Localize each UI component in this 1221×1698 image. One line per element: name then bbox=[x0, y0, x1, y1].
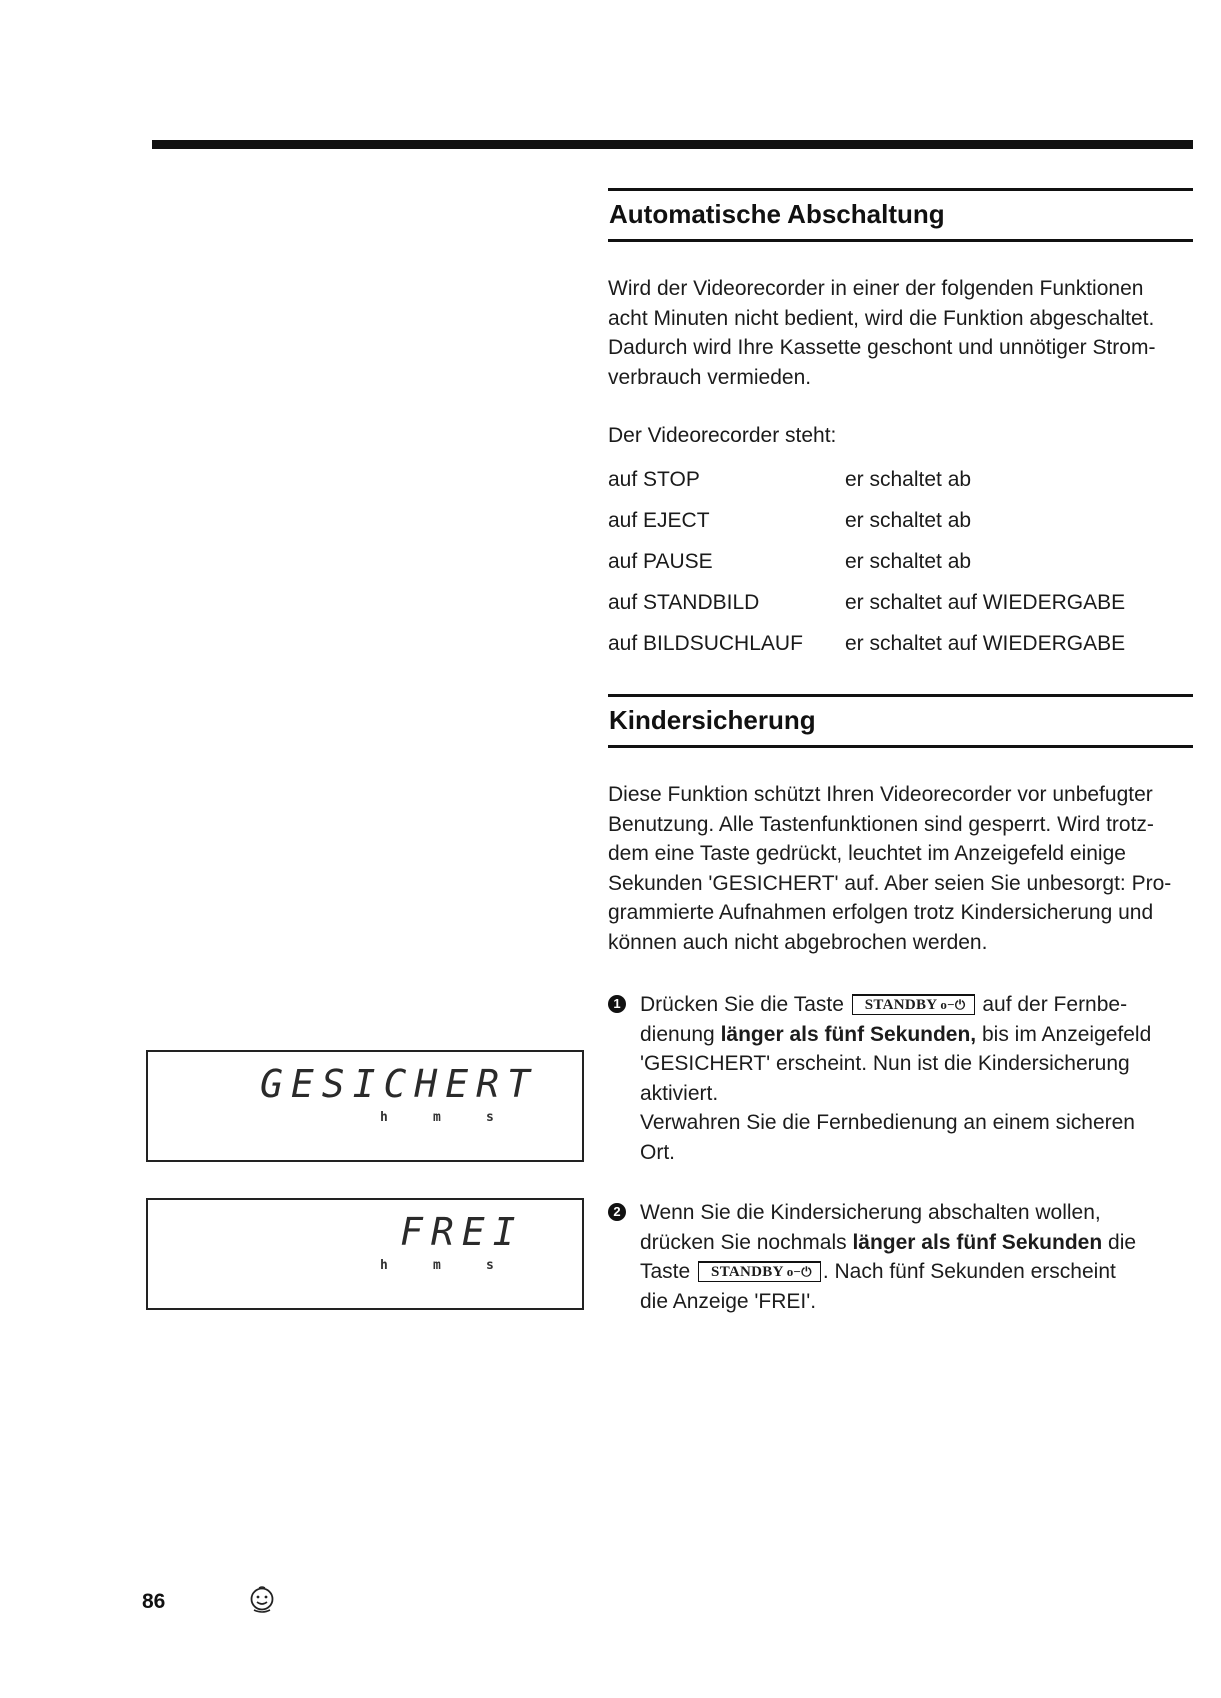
intro-line: Wird der Videorecorder in einer der folgenden Funktionen bbox=[608, 277, 1144, 300]
intro-line: dem eine Taste gedrückt, leuchtet im Anzeigefeld einige bbox=[608, 842, 1126, 865]
intro-line: Dadurch wird Ihre Kassette geschont und unnötiger Strom- bbox=[608, 336, 1156, 359]
intro-line: grammierte Aufnahmen erfolgen trotz Kindersicherung und bbox=[608, 901, 1154, 924]
display-text: GESICHERT bbox=[260, 1062, 538, 1106]
step-text-line: Verwahren Sie die Fernbedienung an einem sicheren bbox=[640, 1111, 1135, 1134]
intro-line: Sekunden 'GESICHERT' auf. Aber seien Sie unbesorgt: Pro- bbox=[608, 871, 1172, 895]
key-power-icon: o−⏻ bbox=[786, 1264, 812, 1279]
result-cell: er schaltet ab bbox=[845, 468, 972, 491]
key-power-icon: o−⏻ bbox=[940, 997, 966, 1012]
display-units bbox=[380, 1258, 539, 1273]
display-locked bbox=[146, 1050, 584, 1162]
step-text-fragment: Taste bbox=[640, 1260, 691, 1283]
state-cell: auf STOP bbox=[608, 468, 700, 491]
section-auto-shutdown bbox=[608, 188, 1193, 664]
step-text-fragment: auf der Fernbe- bbox=[982, 993, 1128, 1016]
step-2 bbox=[608, 1198, 1193, 1316]
unit-m: m bbox=[433, 1110, 441, 1125]
step-text-fragment: Drücken Sie die Taste bbox=[640, 993, 844, 1016]
state-row bbox=[608, 582, 1193, 623]
state-row bbox=[608, 500, 1193, 541]
unit-h: h bbox=[380, 1110, 388, 1125]
lead-text: Der Videorecorder steht: bbox=[608, 424, 837, 447]
result-cell: er schaltet auf WIEDERGABE bbox=[845, 591, 1126, 614]
step-number-badge: 1 bbox=[608, 995, 626, 1013]
face-icon bbox=[248, 1585, 276, 1615]
state-cell: auf PAUSE bbox=[608, 550, 713, 573]
top-rule bbox=[152, 140, 1193, 149]
step-text-fragment: die bbox=[1108, 1230, 1137, 1254]
section-child-lock bbox=[608, 694, 1193, 957]
intro-line: acht Minuten nicht bedient, wird die Funktion abgeschaltet. bbox=[608, 306, 1155, 330]
step-number-badge: 2 bbox=[608, 1203, 626, 1221]
intro-line: verbrauch vermieden. bbox=[608, 365, 812, 389]
unit-m: m bbox=[433, 1258, 441, 1273]
display-text: FREI bbox=[400, 1210, 524, 1254]
step-text bbox=[640, 1198, 1136, 1316]
state-row bbox=[608, 623, 1193, 664]
section-heading: Automatische Abschaltung bbox=[608, 188, 1193, 242]
section-heading: Kindersicherung bbox=[608, 694, 1193, 748]
step-text-line: Wenn Sie die Kindersicherung abschalten wollen, bbox=[640, 1201, 1101, 1224]
step-text-fragment: dienung bbox=[640, 1022, 715, 1046]
unit-h: h bbox=[380, 1258, 388, 1273]
standby-key bbox=[852, 994, 975, 1015]
display-unlocked bbox=[146, 1198, 584, 1310]
step-text-line: die Anzeige 'FREI'. bbox=[640, 1289, 817, 1313]
step-bold-text: länger als fünf Sekunden bbox=[852, 1230, 1103, 1254]
result-cell: er schaltet auf WIEDERGABE bbox=[845, 632, 1126, 655]
standby-key bbox=[698, 1261, 821, 1282]
step-text-fragment: . Nach fünf Sekunden erscheint bbox=[822, 1260, 1116, 1283]
intro-line: Benutzung. Alle Tastenfunktionen sind gesperrt. Wird trotz- bbox=[608, 812, 1154, 836]
step-text-fragment: bis im Anzeigefeld bbox=[982, 1022, 1152, 1046]
result-cell: er schaltet ab bbox=[845, 509, 972, 532]
page-number: 86 bbox=[142, 1590, 166, 1613]
state-table bbox=[608, 459, 1193, 664]
state-row bbox=[608, 459, 1193, 500]
unit-s: s bbox=[486, 1258, 494, 1273]
state-cell: auf BILDSUCHLAUF bbox=[608, 632, 803, 655]
step-text-line: aktiviert. bbox=[640, 1081, 719, 1105]
state-row bbox=[608, 541, 1193, 582]
intro-line: können auch nicht abgebrochen werden. bbox=[608, 930, 988, 954]
step-text-line: 'GESICHERT' erscheint. Nun ist die Kindersicherung bbox=[640, 1052, 1130, 1075]
unit-s: s bbox=[486, 1110, 494, 1125]
intro-line: Diese Funktion schützt Ihren Videorecorder vor unbefugter bbox=[608, 783, 1153, 806]
step-text-line: Ort. bbox=[640, 1140, 675, 1164]
standby-key-label: STANDBY bbox=[711, 1264, 784, 1280]
state-cell: auf EJECT bbox=[608, 509, 710, 532]
display-units bbox=[380, 1110, 539, 1125]
state-cell: auf STANDBILD bbox=[608, 591, 760, 614]
step-text bbox=[640, 990, 1151, 1167]
step-1 bbox=[608, 990, 1193, 1167]
step-bold-text: länger als fünf Sekunden, bbox=[720, 1022, 977, 1046]
step-text-fragment: drücken Sie nochmals bbox=[640, 1230, 847, 1254]
result-cell: er schaltet ab bbox=[845, 550, 972, 573]
standby-key-label: STANDBY bbox=[864, 997, 938, 1013]
